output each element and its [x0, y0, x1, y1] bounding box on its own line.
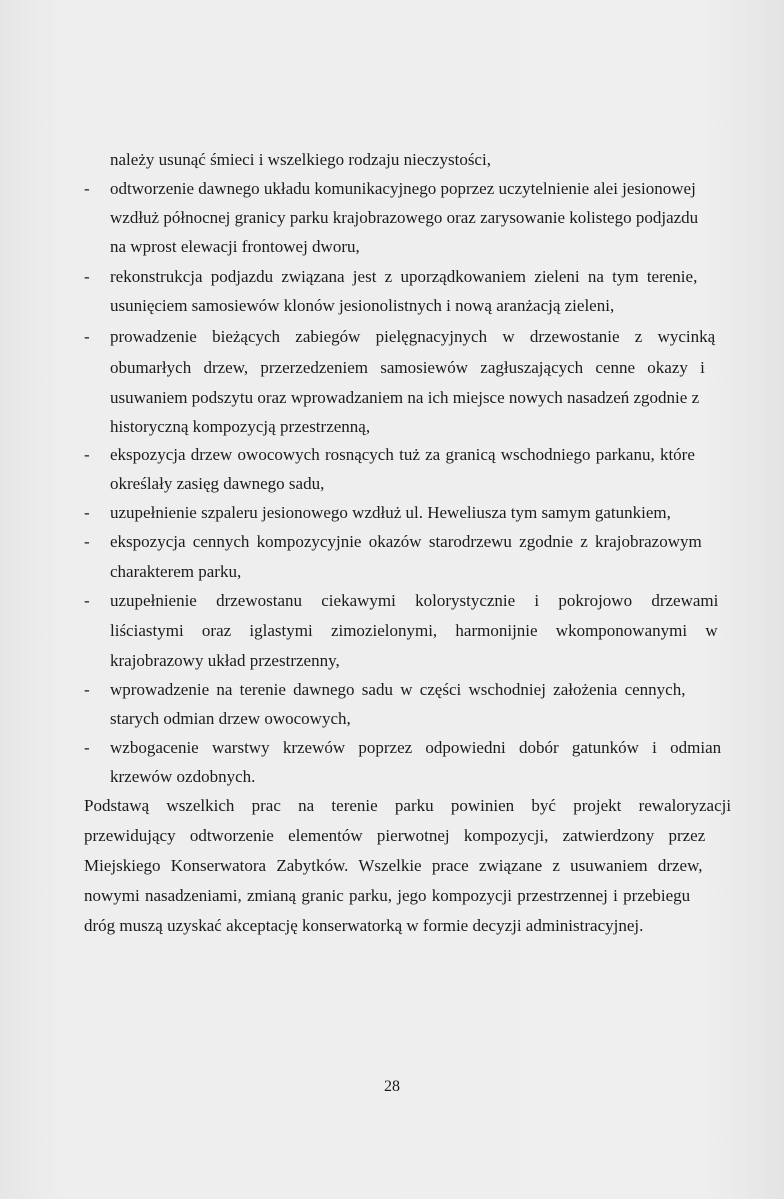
bullet-dash: -	[84, 445, 90, 464]
list-item-line: historyczną kompozycją przestrzenną,	[110, 417, 371, 436]
list-item-line: uzupełnienie drzewostanu ciekawymi kolorystycznie i pokrojowo drzewami	[110, 591, 719, 610]
list-item-line: uzupełnienie szpaleru jesionowego wzdłuż ul. Heweliusza tym samym gatunkiem,	[110, 503, 671, 522]
list-item-line: krzewów ozdobnych.	[110, 767, 256, 786]
list-item-line: liściastymi oraz iglastymi zimozielonymi, harmonijnie wkomponowanymi w	[110, 621, 718, 640]
list-item-line: usuwaniem podszytu oraz wprowadzaniem na ich miejsce nowych nasadzeń zgodnie z	[110, 388, 700, 407]
paragraph-text: dróg muszą uzyskać akceptację konserwatorką w formie decyzji administracyjnej.	[84, 916, 644, 935]
list-item-line: ekspozycja cennych kompozycyjnie okazów starodrzewu zgodnie z krajobrazowym	[110, 532, 702, 551]
paragraph-text: przewidujący odtworzenie elementów pierwotnej kompozycji, zatwierdzony przez	[84, 826, 706, 845]
page-number: 28	[384, 1078, 400, 1095]
list-item-line: rekonstrukcja podjazdu związana jest z uporządkowaniem zieleni na tym terenie,	[110, 267, 698, 286]
bullet-dash: -	[84, 179, 90, 198]
list-item-line: charakterem parku,	[110, 562, 242, 581]
paragraph-text: nowymi nasadzeniami, zmianą granic parku, jego kompozycji przestrzennej i przebiegu	[84, 886, 691, 905]
list-item-line: krajobrazowy układ przestrzenny,	[110, 651, 340, 670]
list-item-line: określały zasięg dawnego sadu,	[110, 474, 325, 493]
list-item-line: prowadzenie bieżących zabiegów pielęgnacyjnych w drzewostanie z wycinką	[110, 327, 716, 346]
list-item-line: wzbogacenie warstwy krzewów poprzez odpowiedni dobór gatunków i odmian	[110, 738, 722, 757]
bullet-dash: -	[84, 267, 90, 286]
paragraph-text: Miejskiego Konserwatora Zabytków. Wszelkie prace związane z usuwaniem drzew,	[84, 856, 703, 875]
list-intro-text: należy usunąć śmieci i wszelkiego rodzaju nieczystości,	[110, 150, 491, 169]
bullet-dash: -	[84, 503, 90, 522]
bullet-dash: -	[84, 680, 90, 699]
list-item-line: usunięciem samosiewów klonów jesionolistnych i nową aranżacją zieleni,	[110, 296, 615, 315]
list-item-line: ekspozycja drzew owocowych rosnących tuż za granicą wschodniego parkanu, które	[110, 445, 695, 464]
bullet-dash: -	[84, 591, 90, 610]
list-item-line: obumarłych drzew, przerzedzeniem samosiewów zagłuszających cenne okazy i	[110, 358, 705, 377]
bullet-dash: -	[84, 738, 90, 757]
list-item-line: starych odmian drzew owocowych,	[110, 709, 351, 728]
paragraph-text: Podstawą wszelkich prac na terenie parku powinien być projekt rewaloryzacji	[84, 796, 732, 815]
list-item-line: na wprost elewacji frontowej dworu,	[110, 237, 360, 256]
list-item-line: odtworzenie dawnego układu komunikacyjnego poprzez uczytelnienie alei jesionowej	[110, 179, 696, 198]
list-item-line: wzdłuż północnej granicy parku krajobrazowego oraz zarysowanie kolistego podjazdu	[110, 208, 699, 227]
bullet-dash: -	[84, 327, 90, 346]
bullet-dash: -	[84, 532, 90, 551]
list-item-line: wprowadzenie na terenie dawnego sadu w części wschodniej założenia cennych,	[110, 680, 686, 699]
